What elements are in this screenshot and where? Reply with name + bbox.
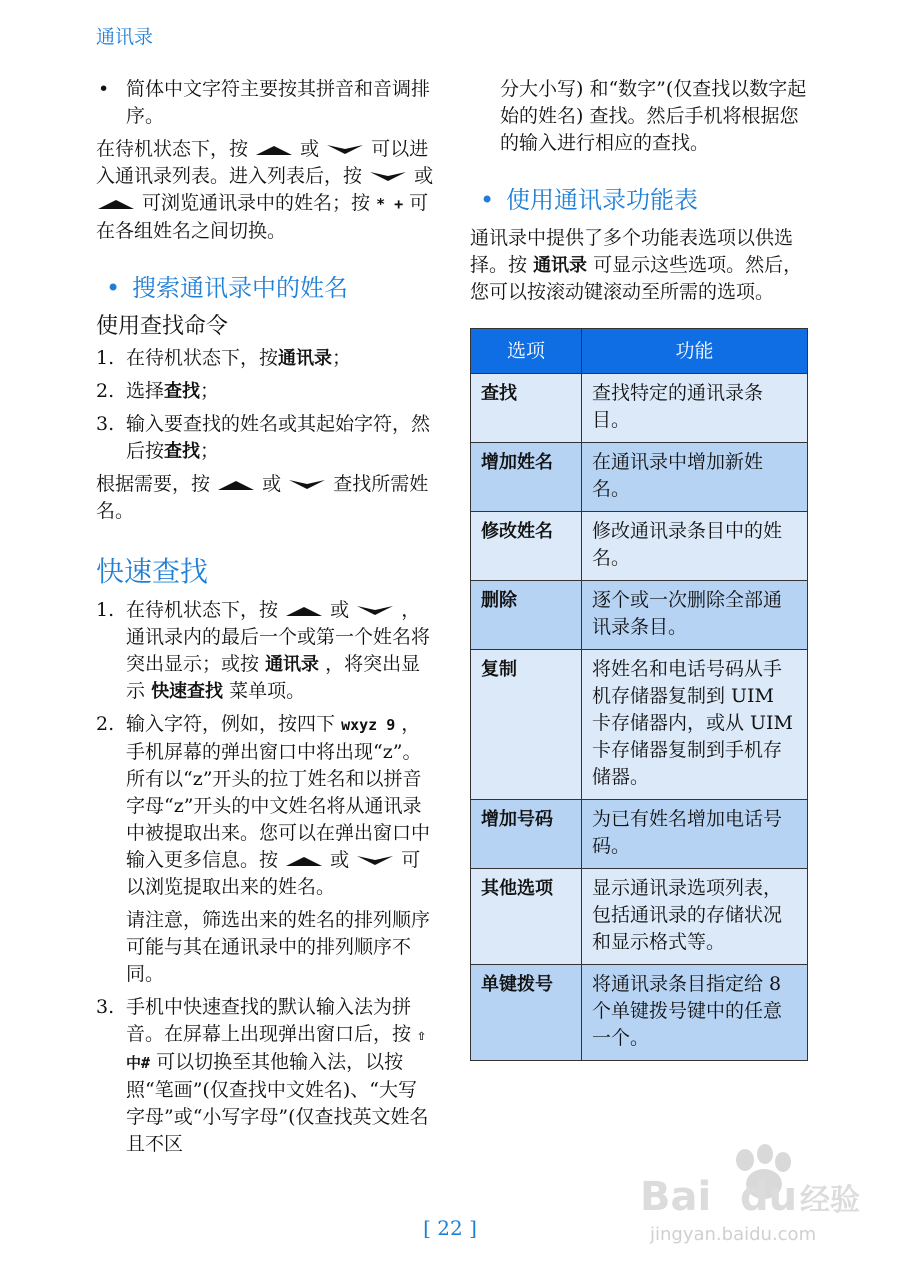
text: 可以切换至其他输入法，以按照“笔画”(仅查找中文姓名)、“大写字母”或“小写字母”(仅查找英文姓名且不区 — [126, 1051, 429, 1155]
table-row — [471, 869, 808, 965]
command-text: 通讯录 — [533, 255, 588, 276]
list-item — [96, 76, 434, 130]
list-item — [96, 994, 434, 1158]
text: ； — [332, 347, 352, 369]
command-text: 通讯录 — [278, 348, 333, 369]
function-cell: 为已有姓名增加电话号码。 — [582, 800, 808, 869]
text: 或 — [300, 138, 320, 160]
table-row — [471, 512, 808, 581]
text: 或 — [330, 599, 350, 621]
text: ； — [200, 440, 220, 462]
command-text: 快速查找 — [151, 681, 224, 702]
text: 可在各组姓名之间切换。 — [96, 192, 429, 242]
scroll-up-key-icon — [96, 197, 136, 211]
section-heading-search — [96, 273, 434, 303]
scroll-down-key-icon — [355, 854, 395, 868]
table-row — [471, 965, 808, 1061]
scroll-up-key-icon — [284, 854, 324, 868]
scroll-down-key-icon — [368, 170, 408, 184]
scroll-down-key-icon — [287, 478, 327, 492]
right-column — [470, 76, 810, 1061]
scroll-down-key-icon — [355, 604, 395, 618]
find-steps — [96, 345, 434, 465]
table-row — [471, 443, 808, 512]
text: 可以进入通讯录列表。进入列表后，按 — [96, 138, 429, 187]
page-number: [ 22 ] — [423, 1216, 477, 1240]
paragraph-standby — [96, 136, 434, 245]
hash-key-icon: ⇧中# — [126, 1026, 427, 1072]
text: 查找所需姓名。 — [96, 473, 429, 522]
list-item — [96, 378, 434, 405]
function-cell: 修改通讯录条目中的姓名。 — [582, 512, 808, 581]
svg-text:jingyan.baidu.com: jingyan.baidu.com — [650, 1224, 817, 1245]
text: 可浏览通讯录中的姓名；按 — [142, 192, 371, 214]
option-cell: 增加姓名 — [471, 443, 582, 512]
item-number: 2. — [96, 713, 115, 735]
bullet-icon: • — [106, 274, 121, 302]
option-cell: 增加号码 — [471, 800, 582, 869]
text: 在待机状态下，按 — [126, 599, 279, 621]
text: 可以浏览提取出来的姓名。 — [126, 849, 421, 898]
text: 输入要查找的姓名或其起始字符，然后按 — [126, 413, 431, 462]
left-column — [96, 76, 434, 1164]
table-row — [471, 650, 808, 800]
text: ，手机屏幕的弹出窗口中将出现“z”。所有以“z”开头的拉丁姓名和以拼音字母“z”开头的中文姓名将从通讯录中被提取出来。您可以在弹出窗口中输入更多信息。按 — [126, 713, 431, 871]
table-row — [471, 800, 808, 869]
function-cell: 将通讯录条目指定给 8 个单键拨号键中的任意一个。 — [582, 965, 808, 1061]
function-cell: 查找特定的通讯录条目。 — [582, 374, 808, 443]
text: 或 — [414, 165, 434, 187]
item-number: 1. — [96, 347, 115, 369]
function-cell: 将姓名和电话号码从手机存储器复制到 UIM 卡存储器内，或从 UIM 卡存储器复制到手机存储器。 — [582, 650, 808, 800]
item-number: 1. — [96, 599, 115, 621]
nine-key-icon: wxyz 9 — [341, 716, 396, 734]
quick-steps — [96, 597, 434, 1158]
section-heading-menu — [470, 185, 810, 215]
bullet-text: 简体中文字符主要按其拼音和音调排序。 — [126, 78, 431, 127]
text: 选择 — [126, 380, 165, 402]
text: 或 — [330, 849, 350, 871]
heading-text: 搜索通讯录中的姓名 — [132, 274, 348, 302]
svg-text:经验: 经验 — [800, 1183, 860, 1218]
item-number: 3. — [96, 413, 115, 435]
command-text: 查找 — [164, 381, 201, 402]
paragraph-menu — [470, 225, 810, 306]
scroll-up-key-icon — [216, 478, 256, 492]
option-cell: 其他选项 — [471, 869, 582, 965]
scroll-down-key-icon — [325, 143, 365, 157]
note: 请注意，筛选出来的姓名的排列顺序可能与其在通讯录中的排列顺序不同。 — [126, 909, 431, 985]
option-cell: 修改姓名 — [471, 512, 582, 581]
command-text: 通讯录 — [265, 654, 320, 675]
option-cell: 查找 — [471, 374, 582, 443]
table-header-option: 选项 — [471, 329, 582, 374]
text: 菜单项。 — [229, 680, 306, 702]
baidu-jingyan-watermark — [640, 1140, 860, 1250]
list-item — [96, 597, 434, 705]
section-heading-quick: 快速查找 — [96, 555, 209, 588]
list-item — [96, 711, 434, 988]
table-row — [471, 581, 808, 650]
list-item — [96, 411, 434, 465]
text: 输入字符，例如，按四下 — [126, 713, 336, 735]
table-header-function: 功能 — [582, 329, 808, 374]
text: ，通讯录内的最后一个或第一个姓名将突出显示；或按 — [126, 599, 431, 675]
item-number: 3. — [96, 996, 115, 1018]
table-row — [471, 374, 808, 443]
svg-text:du: du — [740, 1174, 798, 1220]
text: ； — [200, 380, 220, 402]
text: 在待机状态下，按 — [126, 347, 279, 369]
heading-text: 使用通讯录功能表 — [506, 186, 698, 214]
running-header: 通讯录 — [96, 26, 154, 48]
text: 可显示这些选项。然后，您可以按滚动键滚动至所需的选项。 — [470, 254, 803, 303]
item-number: 2. — [96, 380, 115, 402]
continued-text: 分大小写) 和“数字”(仅查找以数字起始的姓名) 查找。然后手机将根据您的输入进行相应的查找。 — [500, 78, 807, 154]
text: ，将突出显示 — [126, 653, 421, 702]
scroll-up-key-icon — [254, 143, 294, 157]
command-text: 查找 — [164, 441, 201, 462]
option-cell: 单键拨号 — [471, 965, 582, 1061]
svg-text:Bai: Bai — [640, 1174, 712, 1220]
paragraph-find-note — [96, 471, 434, 525]
star-key-icon: * + — [376, 195, 404, 213]
function-cell: 在通讯录中增加新姓名。 — [582, 443, 808, 512]
option-cell: 删除 — [471, 581, 582, 650]
subheading-find: 使用查找命令 — [96, 314, 229, 339]
scroll-up-key-icon — [284, 604, 324, 618]
options-table — [470, 328, 808, 1061]
list-item — [96, 345, 434, 372]
text: 手机中快速查找的默认输入法为拼音。在屏幕上出现弹出窗口后，按 — [126, 996, 412, 1045]
text: 通讯录中提供了多个功能表选项以供选择。按 — [470, 227, 794, 276]
function-cell: 逐个或一次删除全部通讯录条目。 — [582, 581, 808, 650]
text: 根据需要，按 — [96, 473, 211, 495]
text: 在待机状态下，按 — [96, 138, 249, 160]
function-cell: 显示通讯录选项列表，包括通讯录的存储状况和显示格式等。 — [582, 869, 808, 965]
text: 或 — [262, 473, 282, 495]
bullet-icon: • — [98, 78, 110, 100]
option-cell: 复制 — [471, 650, 582, 800]
bullet-icon: • — [480, 186, 495, 214]
